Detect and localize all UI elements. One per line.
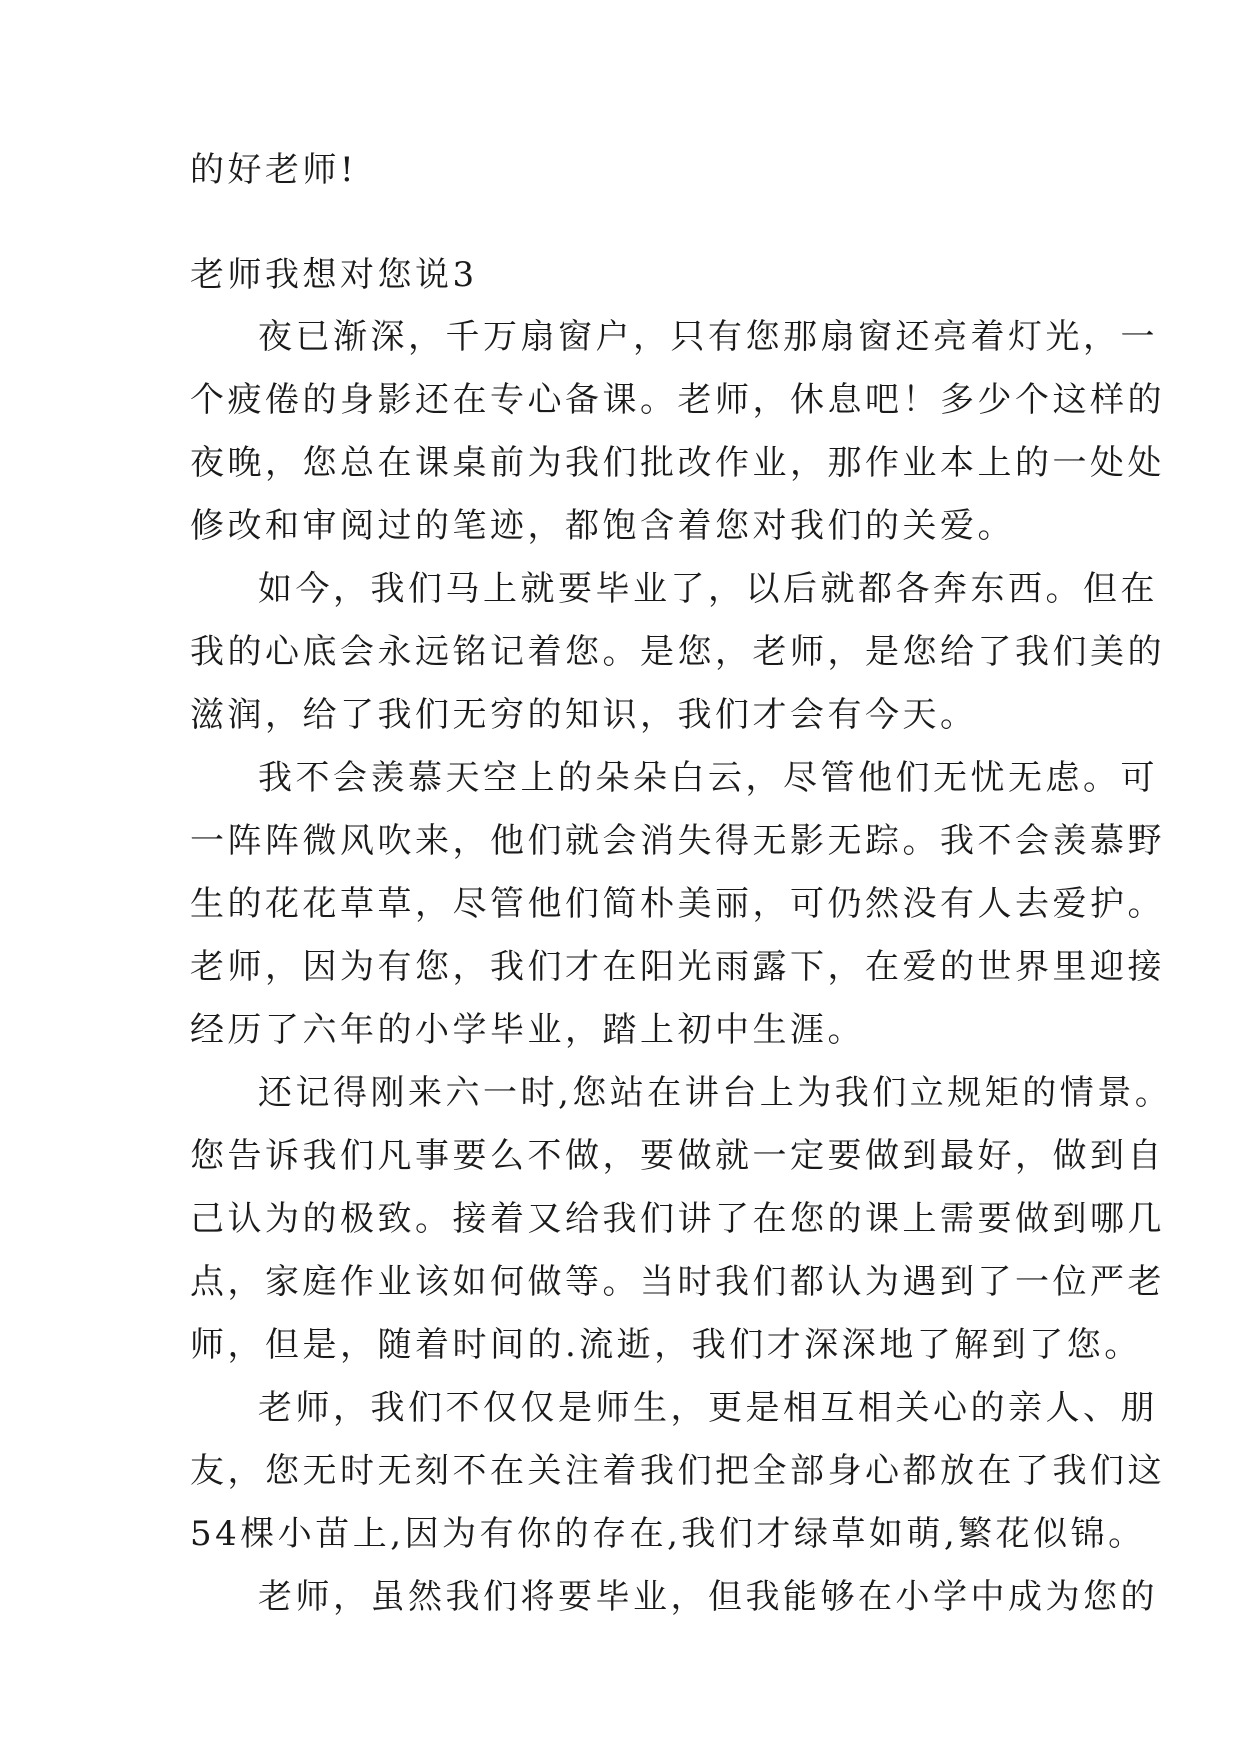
paragraph-line: 您告诉我们凡事要么不做，要做就一定要做到最好，做到自 bbox=[190, 1136, 1165, 1176]
paragraph-line: 54棵小苗上,因为有你的存在,我们才绿草如萌,繁花似锦。 bbox=[190, 1514, 1146, 1554]
paragraph-line: 友，您无时无刻不在关注着我们把全部身心都放在了我们这 bbox=[190, 1451, 1165, 1491]
paragraph-line: 一阵阵微风吹来，他们就会消失得无影无踪。我不会羡慕野 bbox=[190, 821, 1165, 861]
paragraph-line: 己认为的极致。接着又给我们讲了在您的课上需要做到哪几 bbox=[190, 1199, 1165, 1239]
text-line: 的好老师! bbox=[190, 150, 358, 190]
paragraph-line: 老师，因为有您，我们才在阳光雨露下，在爱的世界里迎接 bbox=[190, 947, 1165, 987]
paragraph-line: 滋润，给了我们无穷的知识，我们才会有今天。 bbox=[190, 695, 978, 735]
section-title: 老师我想对您说3 bbox=[190, 255, 478, 295]
paragraph-line: 如今，我们马上就要毕业了，以后就都各奔东西。但在 bbox=[258, 569, 1158, 609]
paragraph-line: 老师，我们不仅仅是师生，更是相互相关心的亲人、朋 bbox=[258, 1388, 1158, 1428]
paragraph-line: 生的花花草草，尽管他们简朴美丽，可仍然没有人去爱护。 bbox=[190, 884, 1165, 924]
paragraph-line: 经历了六年的小学毕业，踏上初中生涯。 bbox=[190, 1010, 865, 1050]
paragraph-line: 个疲倦的身影还在专心备课。老师，休息吧！多少个这样的 bbox=[190, 380, 1165, 420]
paragraph-line: 我的心底会永远铭记着您。是您，老师，是您给了我们美的 bbox=[190, 632, 1165, 672]
paragraph-line: 老师，虽然我们将要毕业，但我能够在小学中成为您的 bbox=[258, 1577, 1158, 1617]
paragraph-line: 还记得刚来六一时,您站在讲台上为我们立规矩的情景。 bbox=[258, 1073, 1173, 1113]
paragraph-line: 师，但是，随着时间的.流逝，我们才深深地了解到了您。 bbox=[190, 1325, 1142, 1365]
paragraph-line: 夜晚，您总在课桌前为我们批改作业，那作业本上的一处处 bbox=[190, 443, 1165, 483]
paragraph-line: 点，家庭作业该如何做等。当时我们都认为遇到了一位严老 bbox=[190, 1262, 1165, 1302]
paragraph-line: 我不会羡慕天空上的朵朵白云，尽管他们无忧无虑。可 bbox=[258, 758, 1158, 798]
paragraph-line: 修改和审阅过的笔迹，都饱含着您对我们的关爱。 bbox=[190, 506, 1015, 546]
paragraph-line: 夜已渐深，千万扇窗户，只有您那扇窗还亮着灯光，一 bbox=[258, 317, 1158, 357]
